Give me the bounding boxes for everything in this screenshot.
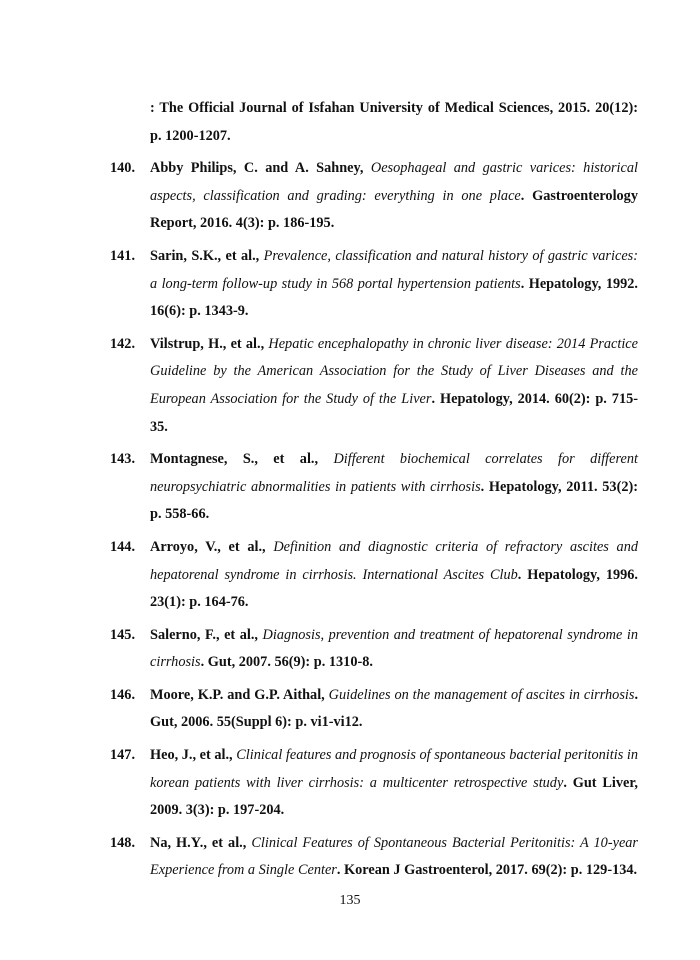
reference-journal: . Gut Liver, 2009. [150, 774, 638, 819]
reference-authors: Vilstrup, H., et al., [150, 335, 269, 352]
reference-issue-pages: (1): p. 164-76. [164, 594, 249, 611]
reference-volume: 69 [531, 862, 546, 879]
reference-authors: Sarin, S.K., et al., [150, 247, 264, 264]
reference-item [110, 534, 638, 617]
reference-title: Oesophageal and gastric varices: historical aspects, classification and grading: everything in one place [150, 160, 638, 204]
reference-journal: . Gastroenterology Report, 2016. [150, 187, 638, 232]
reference-item [110, 622, 638, 677]
reference-authors: Abby Philips, C. and A. Sahney, [150, 160, 371, 177]
reference-journal: . Hepatology, 2011. [480, 478, 603, 495]
reference-item [110, 331, 638, 441]
reference-journal: . Gut, 2007. [200, 654, 275, 671]
reference-number: 148. [110, 834, 136, 851]
reference-item [110, 742, 638, 825]
reference-title: Hepatic encephalopathy in chronic liver disease: 2014 Practice Guideline by the American Association for the Study of Liver Diseases and the European Association for the Study of the Liver [150, 335, 638, 407]
reference-journal: . Korean J Gastroenterol, 2017. [336, 862, 532, 879]
reference-journal: . Hepatology, 1992. [520, 275, 638, 292]
reference-number: 143. [110, 451, 136, 468]
reference-journal: . Hepatology, 2014. [431, 390, 555, 407]
reference-number: 146. [110, 686, 136, 703]
reference-volume: 4 [235, 215, 243, 232]
reference-authors: Na, H.Y., et al., [150, 834, 252, 851]
reference-title: Different biochemical correlates for different neuropsychiatric abnormalities in patients with cirrhosis [150, 451, 638, 495]
reference-item [110, 682, 638, 737]
reference-authors: Heo, J., et al., [150, 747, 237, 764]
reference-number: 142. [110, 335, 136, 352]
reference-issue-pages: (2): p. 715-35. [150, 390, 638, 435]
reference-number: 147. [110, 747, 136, 764]
reference-continuation [110, 95, 638, 150]
reference-issue-pages: (3): p. 197-204. [192, 802, 285, 819]
reference-issue-pages: (2): p. 129-134. [545, 862, 638, 879]
reference-issue-pages: (3): p. 186-195. [242, 215, 335, 232]
reference-issue-pages: (2): p. 558-66. [150, 478, 638, 523]
reference-volume: 55 [216, 714, 232, 731]
reference-volume: 56 [274, 654, 289, 671]
reference-title: Clinical Features of Spontaneous Bacterial Peritonitis: A 10-year Experience from a Single Center [150, 834, 638, 879]
reference-authors: Salerno, F., et al., [150, 626, 263, 643]
reference-item [110, 446, 638, 529]
continuation-text: : The Official Journal of Isfahan University of Medical Sciences, 2015. [150, 100, 596, 116]
page-number: 135 [339, 893, 361, 908]
reference-number: 145. [110, 626, 136, 643]
reference-journal: . Gut, 2006. [150, 686, 639, 731]
reference-journal: . Hepatology, 1996. [517, 566, 638, 583]
reference-authors: Arroyo, V., et al., [150, 538, 274, 555]
reference-volume: 20 [595, 100, 610, 116]
reference-number: 140. [110, 160, 136, 177]
reference-volume: 16 [150, 303, 165, 320]
reference-issue-pages: (12): p. 1200-1207. [150, 100, 638, 144]
reference-item [110, 155, 638, 238]
reference-title: Diagnosis, prevention and treatment of hepatorenal syndrome in cirrhosis [150, 626, 638, 671]
reference-title: Guidelines on the management of ascites in cirrhosis [328, 686, 635, 703]
reference-title: Definition and diagnostic criteria of refractory ascites and hepatorenal syndrome in cirrhosis. International Ascites Club [150, 538, 639, 583]
reference-title: Prevalence, classification and natural history of gastric varices: a long-term follow-up study in 568 portal hypertension patients [150, 247, 638, 292]
reference-issue-pages: (Suppl 6): p. vi1-vi12. [231, 714, 363, 731]
reference-title: Clinical features and prognosis of spontaneous bacterial peritonitis in korean patients with liver cirrhosis: a multicenter retrospective study [150, 747, 638, 791]
reference-authors: Moore, K.P. and G.P. Aithal, [150, 686, 329, 703]
reference-issue-pages: (6): p. 1343-9. [164, 303, 249, 320]
reference-issue-pages: (9): p. 1310-8. [288, 654, 373, 671]
reference-list [110, 95, 638, 890]
reference-authors: Montagnese, S., et al., [150, 451, 334, 468]
reference-item [110, 243, 638, 326]
reference-item [110, 830, 638, 885]
reference-number: 144. [110, 538, 136, 555]
reference-volume: 60 [554, 390, 569, 407]
reference-volume: 23 [150, 594, 165, 611]
reference-volume: 3 [185, 802, 193, 819]
reference-volume: 53 [602, 478, 617, 495]
reference-number: 141. [110, 247, 136, 264]
